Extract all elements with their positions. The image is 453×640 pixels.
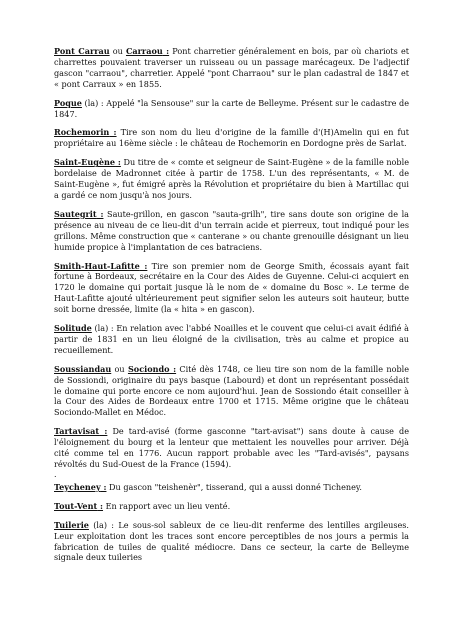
- entry-poque: [54, 98, 409, 120]
- stray-period: .: [54, 469, 57, 479]
- entry-saint-eugene: [54, 157, 409, 201]
- entry-soussiandau: [54, 364, 409, 419]
- entry-text: De tard-avisé (forme gasconne "tart-avisat") sans doute à cause de l'éloignement du bourg et la lenteur que mettaient les nouvelles pour arriver. Déjà cité comme tel en 1776. Aucun rapport probable avec les "Tard-avisés", paysans révoltés du Sud-Ouest de la France (1594).: [54, 426, 409, 469]
- entry-term: Sautegrit: [54, 208, 97, 219]
- entry-text: Pont charretier généralement en bois, par où chariots et charrettes pouvaient traverser un ruisseau ou un passage marécageux. De l'adjectif gascon "carraou", charretier. Appelé "pont Charraou" sur le plan cadastral de 1847 et « pont Carraux » en 1855.: [54, 46, 410, 89]
- entry-term: Smith-Haut-Lafitte: [54, 260, 140, 271]
- entry-separator: :: [139, 260, 148, 271]
- entry-separator: :: [115, 157, 121, 168]
- entry-term: Pont Carrau: [54, 46, 110, 56]
- entry-connector: ou: [109, 46, 126, 56]
- entry-tartavisat: [54, 426, 409, 470]
- entry-tuilerie: [54, 520, 409, 564]
- entry-term-alt: Sociondo: [127, 363, 170, 374]
- entry-text: En rapport avec un lieu venté.: [103, 500, 231, 511]
- entry-text: Du titre de « comte et seigneur de Saint-Eugène » de la famille noble bordelaise de Madronnet citée à partir de 1758. L'un des représentants, « M. de Saint-Eugène », fut émigré après la Révolution et propriétaire du bien à Martillac qui a gardé ce nom jusqu'à nos jours.: [54, 157, 409, 200]
- entry-separator: :: [109, 127, 117, 138]
- entry-term: Tuilerie: [54, 519, 89, 530]
- entry-text: (la) : Le sous-sol sableux de ce lieu-dit renferme des lentilles argileuses. Leur exploitation dont les traces sont encore perceptibles de nos jours a permis la fabrication de tuiles de qualité médiocre. Dans ce secteur, la carte de Belleyme signale deux tuileries: [54, 519, 409, 563]
- entry-text: Saute-grillon, en gascon "sauta-grilh", tire sans doute son origine de la présence au niveau de ce lieu-dit d'un terrain acide et pierreux, tout indiqué pour les grillons. Même construction que « canterane » ou chante grenouille désignant un lieu humide propice à l'implantation de ces batraciens.: [54, 208, 409, 252]
- entry-term: Soussiandau: [54, 363, 112, 374]
- entry-term: Saint-Eugène: [54, 157, 116, 168]
- entry-text: (la) : Appelé "la Sensouse" sur la carte de Belleyme. Présent sur le cadastre de 1847.: [54, 97, 409, 119]
- entry-term: Poque: [54, 97, 82, 108]
- entry-text: Tire son nom du lieu d'origine de la famille d'(H)Amelin qui en fut propriétaire au 16ème siècle : le château de Rochemorin en Dordogne près de Sarlat.: [54, 127, 409, 149]
- entry-sautegrit: [54, 209, 409, 253]
- entry-tout-vent: [54, 501, 409, 512]
- entry-rochemorin: [54, 127, 409, 149]
- entry-term: Tartavisat: [54, 426, 100, 437]
- entry-separator: :: [99, 426, 108, 437]
- entry-text: (la) : En relation avec l'abbé Noailles et le couvent que celui-ci avait édifié à partir de 1831 en un lieu éloigné de la civilisation, très au calme et propice au recueillement.: [54, 323, 409, 355]
- entry-separator: :: [100, 481, 107, 492]
- entry-term-alt: Carraou: [125, 46, 163, 56]
- entry-solitude: [54, 323, 409, 356]
- entry-smith-haut-lafitte: [54, 261, 409, 316]
- entry-text: Du gascon "teishenèr", tisserand, qui a aussi donné Ticheney.: [106, 481, 362, 492]
- entry-term: Tout-Vent: [54, 500, 98, 511]
- entry-teycheney: [54, 482, 409, 493]
- entry-pont-carrau: [54, 46, 409, 90]
- entry-connector: ou: [111, 363, 128, 374]
- entry-text: Cité dès 1748, ce lieu tire son nom de la famille noble de Sossiondi, originaire du pays basque (Labourd) et dont un représentant possédait le domaine qui porte encore ce nom aujourd'hui. Jean de Sossiondo était conseiller à la Cour des Aides de Bordeaux entre 1700 et 1715. Même origine que le château Sociondo-Mallet en Médoc.: [54, 363, 410, 418]
- entry-separator: :: [96, 208, 104, 219]
- entry-term: Teycheney: [54, 481, 101, 492]
- entry-separator: :: [97, 500, 104, 511]
- entry-separator: :: [162, 46, 170, 56]
- entry-term: Rochemorin: [54, 127, 110, 138]
- entry-text: Tire son premier nom de George Smith, écossais ayant fait fortune à Bordeaux, secrétaire en la Cour des Aides de Guyenne. Celui-ci acquiert en 1720 le domaine qui portait jusque là le nom de « domaine du Bosc ». Le terme de Haut-Lafitte ajouté ultérieurement peut signifier selon les auteurs soit hauteur, butte soit borne dressée, limite (la « hita » en gascon).: [54, 260, 410, 315]
- entry-separator: :: [169, 363, 177, 374]
- entry-term: Solitude: [54, 323, 92, 334]
